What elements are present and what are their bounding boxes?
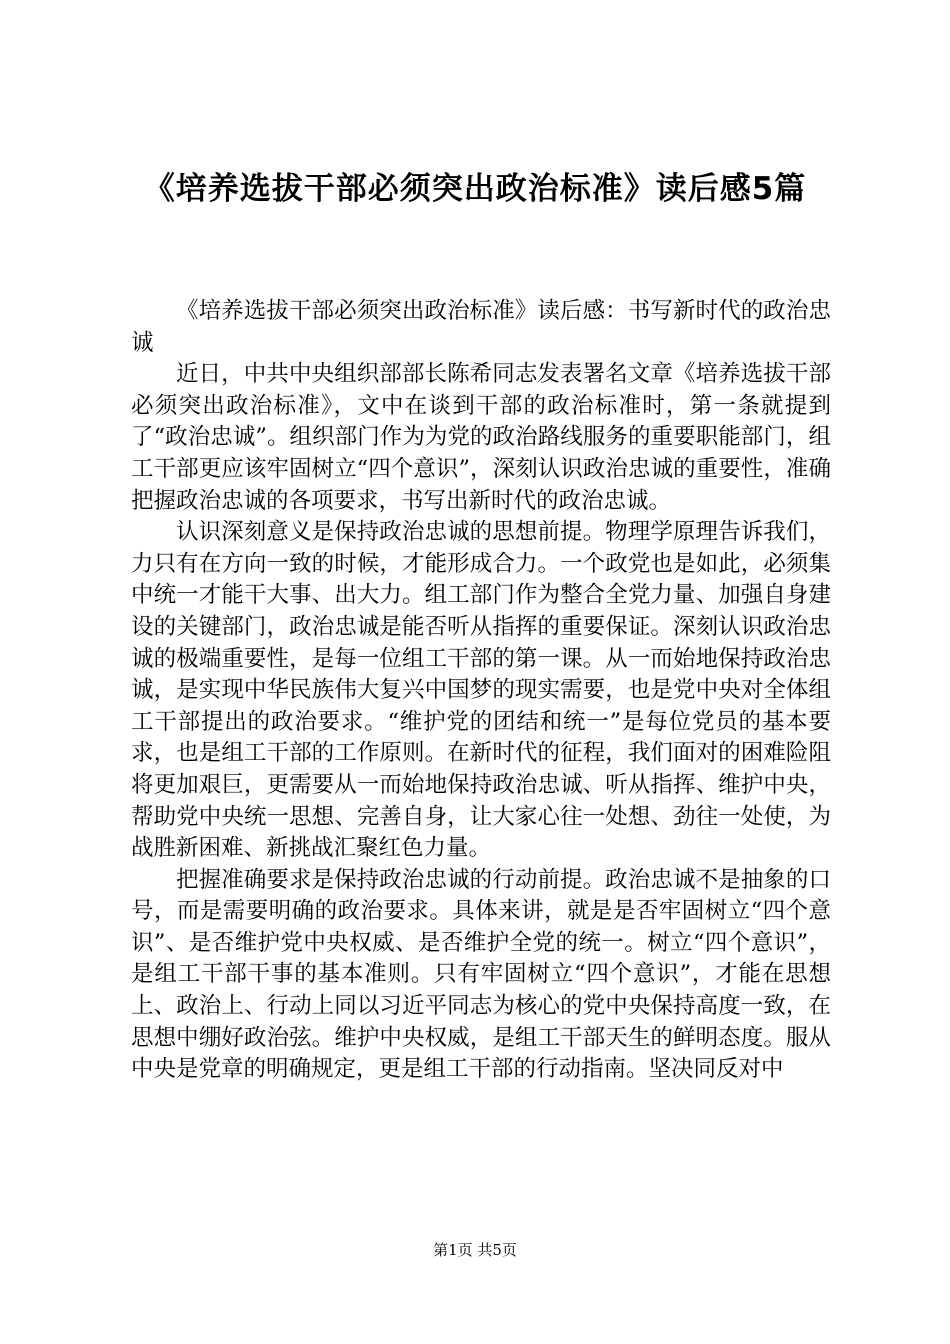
paragraph: 近日，中共中央组织部部长陈希同志发表署名文章《培养选拔干部必须突出政治标准》，文中在谈到干部的政治标准时，第一条就提到了“政治忠诚”。组织部门作为为党的政治路线服务的重要职能部门，组工干部更应该牢固树立“四个意识”，深刻认识政治忠诚的重要性，准确把握政治忠诚的各项要求，书写出新时代的政治忠诚。 [131, 361, 831, 514]
paragraph: 认识深刻意义是保持政治忠诚的思想前提。物理学原理告诉我们，力只有在方向一致的时候，才能形成合力。一个政党也是如此，必须集中统一才能干大事、出大力。组工部门作为整合全党力量、加强自身建设的关键部门，政治忠诚是能否听从指挥的重要保证。深刻认识政治忠诚的极端重要性，是每一位组工干部的第一课。从一而始地保持政治忠诚，是实现中华民族伟大复兴中国梦的现实需要，也是党中央对全体组工干部提出的政治要求。“维护党的团结和统一”是每位党员的基本要求，也是组工干部的工作原则。在新时代的征程，我们面对的困难险阻将更加艰巨，更需要从一而始地保持政治忠诚、听从指挥、维护中央，帮助党中央统一思想、完善自身，让大家心往一处想、劲往一处使，为战胜新困难、新挑战汇聚红色力量。 [131, 519, 831, 862]
paragraph: 把握准确要求是保持政治忠诚的行动前提。政治忠诚不是抽象的口号，而是需要明确的政治要求。具体来讲，就是是否牢固树立“四个意识”、是否维护党中央权威、是否维护全党的统一。树立“四个意识”，是组工干部干事的基本准则。只有牢固树立“四个意识”，才能在思想上、政治上、行动上同以习近平同志为核心的党中央保持高度一致，在思想中绷好政治弦。维护中央权威，是组工干部天生的鲜明态度。服从中央是党章的明确规定，更是组工干部的行动指南。坚决同反对中 [131, 866, 831, 1083]
page-footer: 第1页 共5页 [433, 1241, 517, 1259]
paragraph-subtitle: 《培养选拔干部必须突出政治标准》读后感：书写新时代的政治忠诚 [131, 298, 831, 356]
document-body [131, 296, 831, 1086]
document-title: 《培养选拔干部必须突出政治标准》读后感5篇 [143, 171, 807, 207]
